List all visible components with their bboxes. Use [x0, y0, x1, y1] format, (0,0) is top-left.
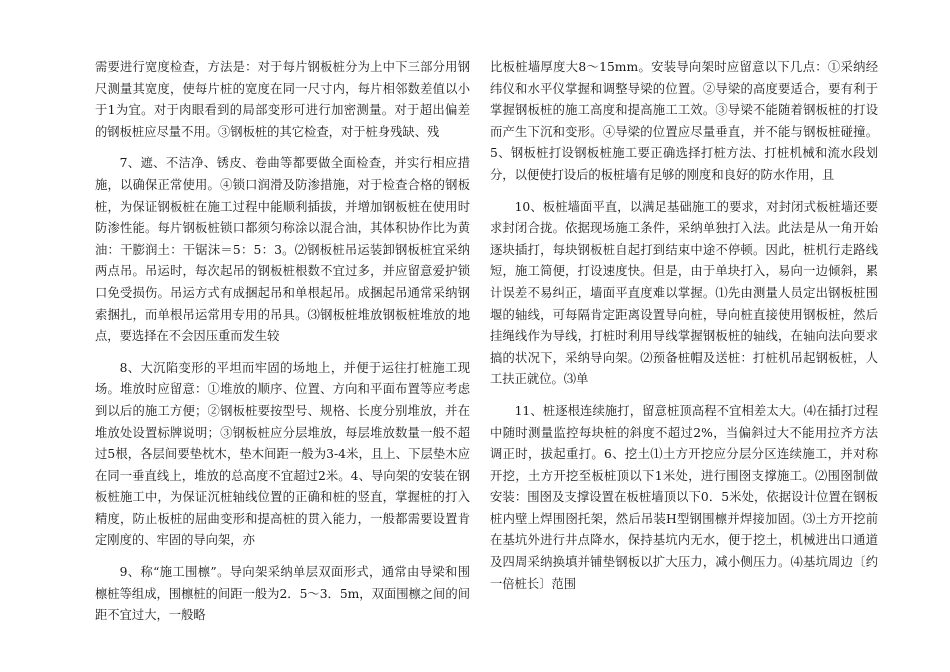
- paragraph: 比板桩墙厚度大8～15mm。安装导向架时应留意以下几点：①采纳经纬仪和水平仪掌握和调整导梁的位置。②导梁的高度要适合，要有利于掌握钢板桩的施工高度和提高施工工效。③导梁不能随着钢板桩的打设而产生下沉和变形。④导梁的位置应尽量垂直，并不能与钢板桩碰撞。5、钢板桩打设钢板桩施工要正确选择打桩方法、打桩机械和流水段划分，以便使打设后的板桩墙有足够的刚度和良好的防水作用，且: [490, 60, 878, 182]
- paragraph: 9、称“施工围檩”。导向架采纳单层双面形式，通常由导梁和围檩桩等组成，围檩桩的间距一般为2．5～3．5m，双面围檩之间的间距不宜过大，一般略: [95, 565, 470, 623]
- left-text-column: [95, 57, 470, 637]
- paragraph: 11、桩逐根连续施打，留意桩顶高程不宜相差太大。⑷在插打过程中随时测量监控每块桩的斜度不超过2%，当偏斜过大不能用拉齐方法调正时，拔起重打。6、挖土⑴土方开挖应分层分区连续施工，并对称开挖，土方开挖至板桩顶以下1米处，进行围囹支撑施工。⑵围囹制做安装：围囹及支撑设置在板桩墙顶以下0．5米处，依据设计位置在钢板桩内壁上焊围囹托架，然后吊装H型钢围檩并焊接加固。⑶土方开挖前在基坑外进行井点降水，保持基坑内无水，便于挖土，机械进出口通道及四周采纳换填并铺垫钢板以扩大压力，减小侧压力。⑷基坑周边〔约一倍桩长〕范围: [490, 403, 878, 591]
- paragraph: 需要进行宽度检查，方法是：对于每片钢板桩分为上中下三部分用钢尺测量其宽度，使每片桩的宽度在同一尺寸内，每片相邻数差值以小于1为宜。对于肉眼看到的局部变形可进行加密测量。对于超出偏差的钢板桩应尽量不用。③钢板桩的其它检查，对于桩身残缺、残: [95, 60, 470, 139]
- paragraph: 10、板桩墙面平直，以满足基础施工的要求，对封闭式板桩墙还要求封闭合拢。依据现场施工条件，采纳单独打入法。此法是从一角开始逐块插打，每块钢板桩自起打到结束中途不停顿。因此，桩机行走路线短，施工简便，打设速度快。但是，由于单块打入，易向一边倾斜，累计误差不易纠正，墙面平直度难以掌握。⑴先由测量人员定出钢板桩围堰的轴线，可每隔肯定距离设置导向桩，导向桩直接使用钢板桩，然后挂绳线作为导线，打桩时利用导线掌握钢板桩的轴线，在轴向法向要求搞的状况下，采纳导向架。⑵预备桩帽及送桩：打桩机吊起钢板桩，人工扶正就位。⑶单: [490, 199, 878, 387]
- paragraph: 7、遮、不洁净、锈皮、卷曲等都要做全面检查，并实行相应措施，以确保正常使用。④锁口润滑及防渗措施，对于检查合格的钢板桩，为保证钢板桩在施工过程中能顺利插拔，并增加钢板桩在使用时防渗性能。每片钢板桩锁口都须匀称涂以混合油，其体积协作比为黄油：干膨润土：干锯沫＝5：5：3。⑵钢板桩吊运装卸钢板桩宜采纳两点吊。吊运时，每次起吊的钢板桩根数不宜过多，并应留意爱护锁口免受损伤。吊运方式有成捆起吊和单根起吊。成捆起吊通常采纳钢索捆扎，而单根吊运常用专用的吊具。⑶钢板桩堆放钢板桩堆放的地点，要选择在不会因压重而发生较: [95, 156, 470, 344]
- right-text-column: [490, 57, 878, 605]
- paragraph: 8、大沉陷变形的平坦而牢固的场地上，并便于运往打桩施工现场。堆放时应留意：①堆放的顺序、位置、方向和平面布置等应考虑到以后的施工方便；②钢板桩要按型号、规格、长度分别堆放，并在堆放处设置标牌说明；③钢板桩应分层堆放，每层堆放数量一般不超过5根，各层间要垫枕木，垫木间距一般为3-4米，且上、下层垫木应在同一垂直线上，堆放的总高度不宜超过2米。4、导向架的安装在钢板桩施工中，为保证沉桩轴线位置的正确和桩的竖直，掌握桩的打入精度，防止板桩的屈曲变形和提高桩的贯入能力，一般都需要设置肯定刚度的、牢固的导向架，亦: [95, 360, 470, 548]
